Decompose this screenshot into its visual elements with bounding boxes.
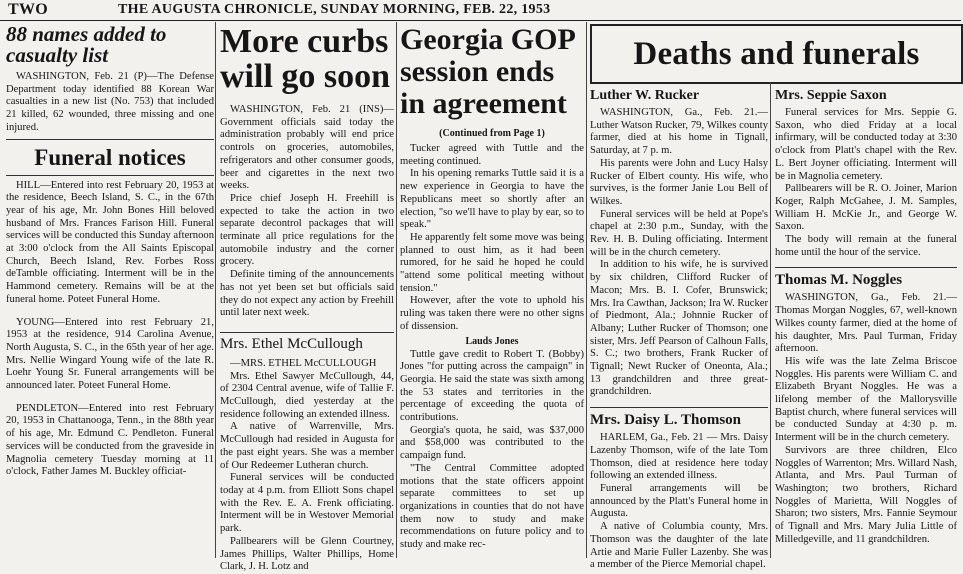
- column-rule: [215, 22, 216, 558]
- mccullough-paragraph: A native of Warrenville, Mrs. McCullough had resided in Augusta for the past eight years. She was a member of Our Redeemer Lutheran church.: [220, 421, 394, 471]
- funeral-notices-headline: Funeral notices: [34, 144, 186, 170]
- noggles-paragraph: His wife was the late Zelma Briscoe Noggles. His parents were William C. and Elizabeth Bryant Noggles. He was a lifelong member of the Mallorysville Baptist church, where funeral services will be conducted Sunday at 4:30 p. m. Interment will be in the church cemetery.: [775, 355, 957, 444]
- mccullough-paragraph: Funeral services will be conducted today at 4 p.m. from Elliott Sons chapel with the Rev. E. A. Frenk officiating. Interment will be in Westover Memorial park.: [220, 472, 394, 535]
- saxon-paragraph: The body will remain at the funeral home until the hour of the service.: [775, 234, 957, 258]
- casualty-article: WASHINGTON, Feb. 21 (P)—The Defense Department today identified 88 Korean War casualties in a new list (No. 753) that included 21 killed, 62 wounded, three missing and one injured.: [6, 71, 214, 133]
- divider: [220, 332, 394, 333]
- column-curbs: [220, 22, 394, 573]
- column-gop: [400, 22, 584, 558]
- thomson-paragraph: A native of Columbia county, Mrs. Thomson was the daughter of the late Artie and Marie Fuller Lazenby. She was a member of the Pierce Memorial chapel.: [590, 521, 768, 571]
- notice-hill: HILL—Entered into rest February 20, 1953 at the residence, Beech Island, S. C., in the 67th year of his age, Mr. John Bones Hill beloved husband of Mrs. Frances Farison Hill. Funeral services will be conducted this Sunday afternoon at 3:00 o'clock from the All Saints Episcopal Church, Beech Island, Rev. Forbes Ross deTamble officiating. Interment will be in the Hammond cemetery. Remains will be at the funeral home. Poteet Funeral Home.: [6, 179, 214, 305]
- deaths-funerals-title: Deaths and funerals: [633, 35, 920, 72]
- continued-label: (Continued from Page 1): [439, 128, 545, 139]
- rucker-paragraph: Funeral services will be held at Pope's chapel at 2:30 p.m., Sunday, with the Rev. H. B. Duling officiating. Interment will be in the church cemetery.: [590, 208, 768, 258]
- mccullough-paragraph: Pallbearers will be Glenn Courtney, James Phillips, Walter Phillips, Home Clark, J. H. Lotz and: [220, 535, 394, 573]
- thomson-paragraph: Funeral arrangements will be announced by the Platt's Funeral home in Augusta.: [590, 482, 768, 520]
- saxon-heading: Mrs. Seppie Saxon: [775, 88, 887, 103]
- noggles-heading: Thomas M. Noggles: [775, 272, 903, 289]
- curbs-paragraph: WASHINGTON, Feb. 21 (INS)—Government officials said today the administration probably will end price controls on groceries, automobiles, refrigerators and other consumer goods, beer and cigarettes in the next two weeks.: [220, 104, 394, 192]
- mccullough-paragraph: —MRS. ETHEL McCULLOUGH: [230, 357, 377, 369]
- saxon-paragraph: Funeral services for Mrs. Seppie G. Saxon, who died Friday at a local infirmary, will be conducted today at 3:30 o'clock from Platt's chapel with the Rev. L. Bert Joyner officiating. Interment will be in Magnolia cemetery.: [775, 107, 957, 182]
- notice-pendleton: PENDLETON—Entered into rest February 20, 1953 in Chattanooga, Tenn., in the 88th year of his age, Mr. Edmund C. Pendleton. Funeral services will be conducted from the graveside in Magnolia cemetery Tuesday morning at 11 o'clock, Father James M. Buckley officiat-: [6, 402, 214, 478]
- divider: [6, 139, 214, 140]
- masthead-title: THE AUGUSTA CHRONICLE, SUNDAY MORNING, FEB. 22, 1953: [118, 2, 551, 17]
- gop-headline: Georgia GOP session ends in agreement: [400, 23, 575, 120]
- gop-paragraph: However, after the vote to uphold his ruling was taken there were no other signs of dissension.: [400, 295, 584, 332]
- column-rucker-thomson: [590, 86, 768, 571]
- rucker-paragraph: In addition to his wife, he is survived by six children, Clifford Rucker of Macon; Mrs. B. I. Cofer, Brunswick; Mrs. Ira Cawthan, Jackson; Ira W. Rucker of Piedmont, Ala.; Johnnie Rucker of Albany; Luther Rucker of Thomson; one sister, Mrs. Jeff Pearson of Calhoun Falls, S. C.; two brothers, Frank Rucker of Tignall; Newt Rucker of Oneonta, Ala.; 13 grandchildren and three great-grandchildren.: [590, 259, 768, 398]
- curbs-headline: More curbs will go soon: [220, 23, 391, 95]
- noggles-paragraph: WASHINGTON, Ga., Feb. 21.—Thomas Morgan Noggles, 67, well-known Wilkes county farmer, died at the home of his daughter, Mrs. Paul Turman, Friday afternoon.: [775, 292, 957, 355]
- noggles-paragraph: Survivors are three children, Elco Noggles of Warrenton; Mrs. Willard Nash, Atlanta, and Mrs. Paul Turman of Washington; two brothers, Richard Noggles of Marietta, Will Noggles of Sharon; two sisters, Mrs. Fannie Seymour of Tignall and Mrs. Mary Julia Little of Milledgeville, and 11 grandchildren.: [775, 444, 957, 545]
- gop-subhead: Lauds Jones: [465, 335, 519, 347]
- column-rule: [770, 82, 771, 558]
- deaths-funerals-banner: [590, 24, 963, 84]
- gop-paragraph: Georgia's quota, he said, was $37,000 and $58,000 was contributed to the campaign fund.: [400, 424, 584, 462]
- column-rule: [586, 22, 587, 558]
- curbs-paragraph: Definite timing of the announcements has not yet been set but officials said they do not expect any action by Freehill until later next week.: [220, 269, 394, 319]
- gop-paragraph: Tuttle gave credit to Robert T. (Bobby) Jones "for putting across the campaign" in Georgia. He said the state was sixth among the 53 states and territories in the percentage of exceeding the quota of contributions.: [400, 348, 584, 424]
- mccullough-heading: Mrs. Ethel McCullough: [220, 335, 363, 352]
- mccullough-paragraph: Mrs. Ethel Sawyer McCullough, 44, of 2304 Central avenue, wife of Tallie F. McCullough, died yesterday at the residence following an extended illness.: [220, 370, 394, 420]
- thomson-heading: Mrs. Daisy L. Thomson: [590, 412, 741, 429]
- gop-paragraph: "The Central Committee adopted motions that the state officers appoint separate committees to set up organizations in counties that do not have them now to study and make recommendations on future policy and to study and make rec-: [400, 462, 584, 551]
- gop-paragraph: In his opening remarks Tuttle said it is a new experience in Georgia to have the Republicans meet so shortly after an election, "so we'll have to play by ear, so to speak.": [400, 168, 584, 231]
- rucker-heading: Luther W. Rucker: [590, 88, 700, 103]
- divider: [775, 267, 957, 268]
- gop-paragraph: Tucker agreed with Tuttle and the meeting continued.: [400, 143, 584, 167]
- column-saxon-noggles: [775, 86, 957, 558]
- page-number: TWO: [8, 1, 49, 18]
- divider: [590, 407, 768, 408]
- gop-paragraph: He apparently felt some move was being planned to oust him, as it had been rumored, for he said he hoped he could "attend some political meeting without tension.": [400, 231, 584, 294]
- column-rule: [396, 22, 397, 558]
- masthead: [0, 0, 961, 21]
- curbs-paragraph: Price chief Joseph H. Freehill is expected to take the action in two separate decontrol packages that will terminate all price regulations for the automobile industry and the corner grocery.: [220, 192, 394, 268]
- column-casualty-funeral: [6, 22, 214, 558]
- thomson-paragraph: HARLEM, Ga., Feb. 21 — Mrs. Daisy Lazenby Thomson, wife of the late Tom Thomson, died at residence here today following an extended illness.: [590, 432, 768, 482]
- divider: [6, 175, 214, 176]
- saxon-paragraph: Pallbearers will be R. O. Joiner, Marion Koger, Ralph McGahee, J. M. Samples, William H. McKie Jr., and George W. Saxon.: [775, 183, 957, 233]
- notice-young: YOUNG—Entered into rest February 21, 1953 at the residence, 914 Carolina Avenue, North Augusta, S. C., in the 65th year of her age. Mrs. Nellie Wingard Young wife of the late R. Loehr Young Sr. Funeral arrangements will be announced later. Poteet Funeral Home.: [6, 316, 214, 392]
- rucker-paragraph: His parents were John and Lucy Halsy Rucker of Elbert county. His wife, who survives, is the former Janie Lou Bell of Wilkes.: [590, 157, 768, 207]
- rucker-paragraph: WASHINGTON, Ga., Feb. 21.—Luther Watson Rucker, 79, Wilkes county farmer, died at his home in Tignall, Saturday, at 7 p. m.: [590, 107, 768, 157]
- casualty-headline: 88 names added to casualty list: [6, 22, 167, 67]
